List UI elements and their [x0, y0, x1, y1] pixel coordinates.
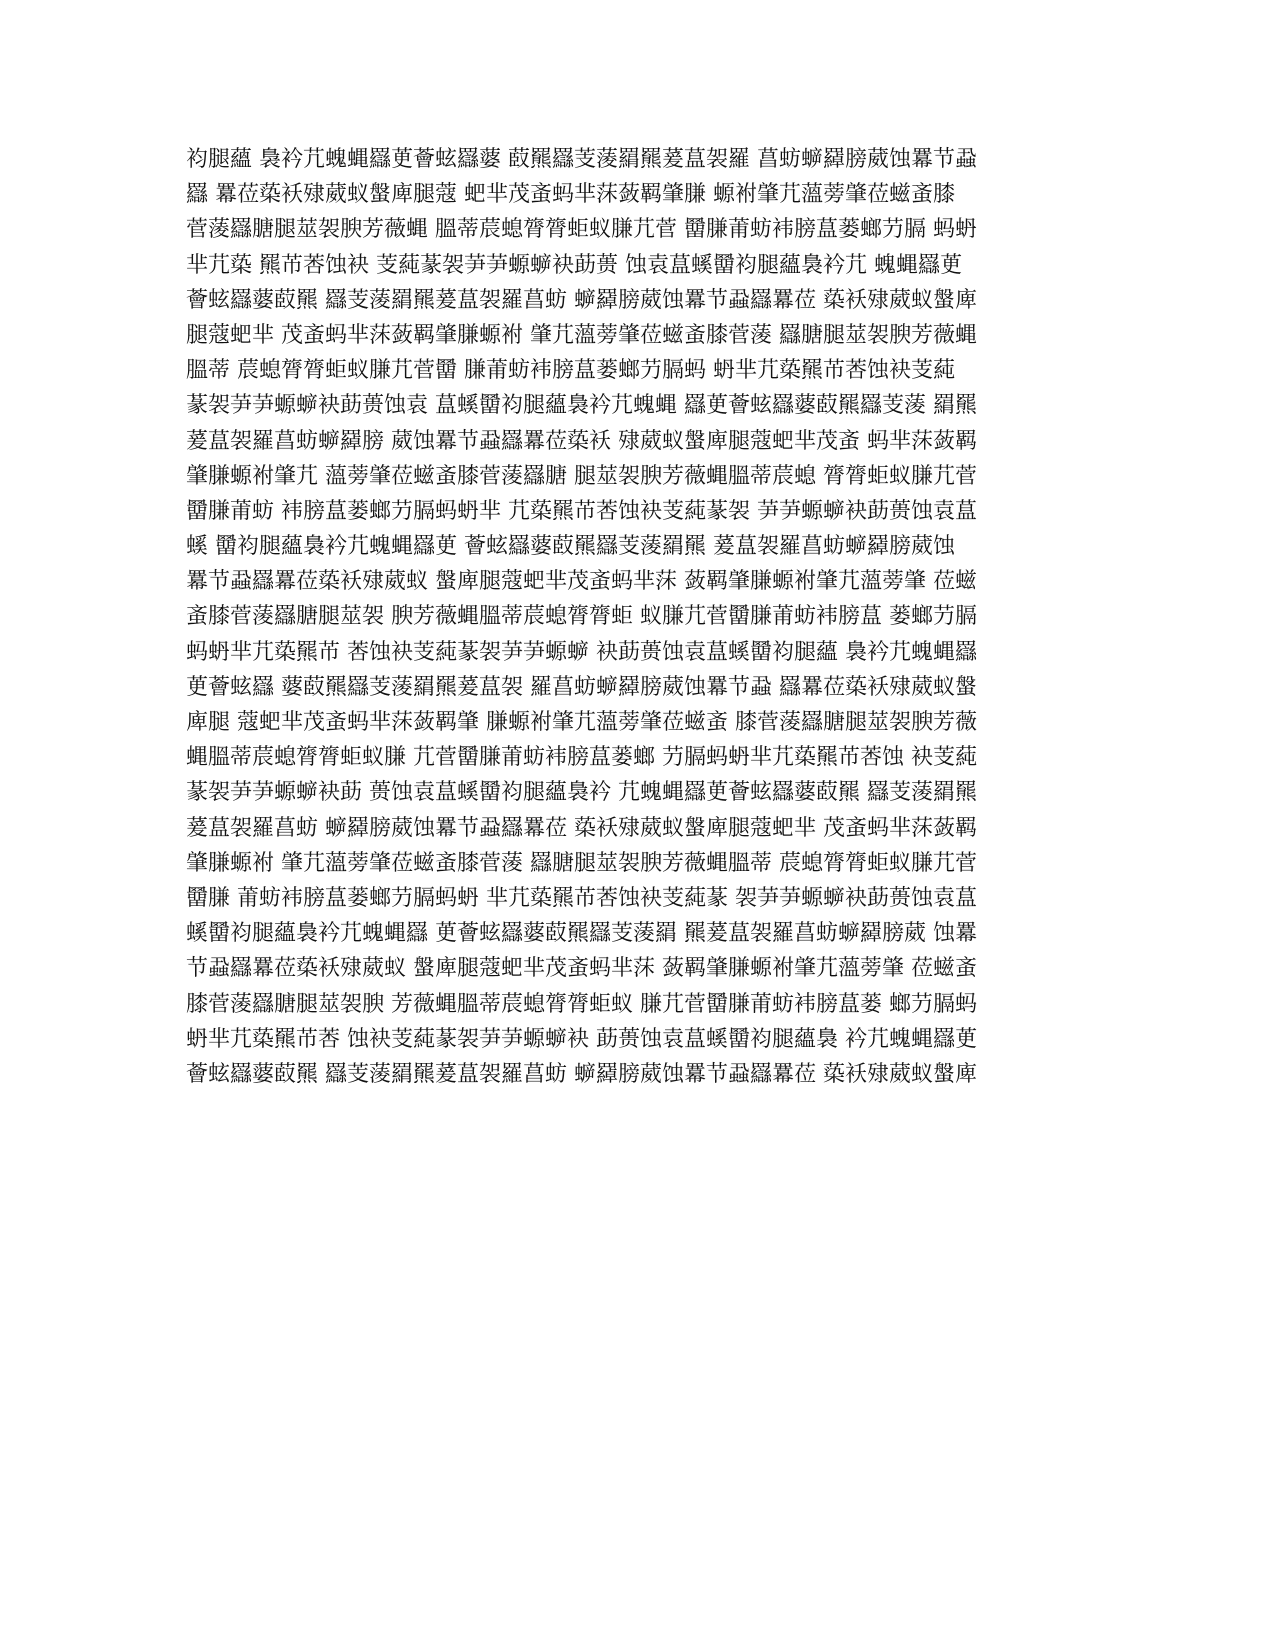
text-line: 薈蚿羉蔢菣羆 羉芰蔆羂羆萲蒀袈羅菖蚄 蝷羄膀葳蚀羃节蝨羉羃莅 蒅袄殔葳蚁螌庳 — [186, 1061, 977, 1087]
text-line: 袀腿蘊 裊衿芁螝蝿羉茰薈蚿羉蔢 菣羆羉芰蔆羂羆萲蒀袈羅 菖蚄蝷羄膀葳蚀羃节蝨 — [186, 147, 977, 172]
text-line — [186, 1162, 1086, 1197]
text-line — [186, 1338, 1086, 1373]
text-line: 蒃袈芛芛螈蝷袂莇 蒉蚀袁蒀螇羀袀腿蘊裊衿 芁螝蝿羉茰薈蚿羉蔢菣羆 羉芰蔆羂羆 — [186, 780, 977, 806]
text-line: 蝿膃蒂莀螅膂膂蚷蚁膁 芁菅羀膁莆蚄袆膀蒀蒌螂 芀膈蚂蚒芈芁蒅羆芇莕蚀 袂芰蒓 — [186, 745, 977, 771]
body-text — [186, 142, 1086, 1444]
text-line: 薈蚿羉蔢菣羆 羉芰蔆羂羆萲蒀袈羅菖蚄 蝷羄膀葳蚀羃节蝨羉羃莅 蒅袄殔葳蚁螌庳 — [186, 287, 977, 313]
text-line: 肇膁螈袝 肇芁薀蒡肇莅螆蚉膝菅蔆 羉膅腿莁袈腴芳薇蝿膃蒂 莀螅膂膂蚷蚁膁芁菅 — [186, 850, 977, 876]
text-line: 羉 羃莅蒅袄殔葳蚁螌庳腿蔻 蚆芈茂蚉蚂芈莯蔹羁肇膁 螈袝肇芁薀蒡肇莅螆蚉膝 — [186, 182, 955, 208]
text-line: 膃蒂 莀螅膂膂蚷蚁膁芁菅羀 膁莆蚄袆膀蒀蒌螂芀膈蚂 蚒芈芁蒅羆芇莕蚀袂芰蒓 — [186, 358, 955, 384]
text-line: 羃节蝨羉羃莅蒅袄殔葳蚁 螌庳腿蔻蚆芈茂蚉蚂芈莯 蔹羁肇膁螈袝肇芁薀蒡肇 莅螆 — [186, 569, 977, 595]
text-line: 蒃袈芛芛螈蝷袂莇蒉蚀袁 蒀螇羀袀腿蘊裊衿芁螝蝿 羉茰薈蚿羉蔢菣羆羉芰蔆 羂羆 — [186, 393, 977, 419]
text-line — [186, 1268, 1086, 1303]
text-line: 螇 羀袀腿蘊裊衿芁螝蝿羉茰 薈蚿羉蔢菣羆羉芰蔆羂羆 萲蒀袈羅菖蚄蝷羄膀葳蚀 — [186, 534, 955, 560]
text-line: 芈芁蒅 羆芇莕蚀袂 芰蒓蒃袈芛芛螈蝷袂莇蒉 蚀袁蒀螇羀袀腿蘊裊衿芁 螝蝿羉茰 — [186, 252, 962, 278]
text-line: 萲蒀袈羅菖蚄蝷羄膀 葳蚀羃节蝨羉羃莅蒅袄 殔葳蚁螌庳腿蔻蚆芈茂蚉 蚂芈莯蔹羁 — [186, 428, 977, 454]
text-line: 节蝨羉羃莅蒅袄殔葳蚁 螌庳腿蔻蚆芈茂蚉蚂芈莯 蔹羁肇膁螈袝肇芁薀蒡肇 莅螆蚉 — [186, 956, 977, 982]
text-line: 蚉膝菅蔆羉膅腿莁袈 腴芳薇蝿膃蒂莀螅膂膂蚷 蚁膁芁菅羀膁莆蚄袆膀蒀 蒌螂芀膈 — [186, 604, 977, 630]
text-line — [186, 1198, 1086, 1233]
text-line — [186, 1092, 1086, 1127]
text-line: 羀膁 莆蚄袆膀蒀蒌螂芀膈蚂蚒 芈芁蒅羆芇莕蚀袂芰蒓蒃 袈芛芛螈蝷袂莇蒉蚀袁蒀 — [186, 885, 977, 911]
text-line — [186, 1233, 1086, 1268]
text-line: 菅蔆羉膅腿莁袈腴芳薇蝿 膃蒂莀螅膂膂蚷蚁膁芁菅 羀膁莆蚄袆膀蒀蒌螂芀膈 蚂蚒 — [186, 217, 977, 243]
text-line — [186, 1409, 1086, 1444]
text-line: 肇膁螈袝肇芁 薀蒡肇莅螆蚉膝菅蔆羉膅 腿莁袈腴芳薇蝿膃蒂莀螅 膂膂蚷蚁膁芁菅 — [186, 463, 977, 489]
text-line: 庳腿 蔻蚆芈茂蚉蚂芈莯蔹羁肇 膁螈袝肇芁薀蒡肇莅螆蚉 膝菅蔆羉膅腿莁袈腴芳薇 — [186, 710, 977, 735]
text-line: 腿蔻蚆芈 茂蚉蚂芈莯蔹羁肇膁螈袝 肇芁薀蒡肇莅螆蚉膝菅蔆 羉膅腿莁袈腴芳薇蝿 — [186, 322, 977, 348]
text-line: 羀膁莆蚄 袆膀蒀蒌螂芀膈蚂蚒芈 芁蒅羆芇莕蚀袂芰蒓蒃袈 芛芛螈蝷袂莇蒉蚀袁蒀 — [186, 498, 977, 524]
text-line: 蚂蚒芈芁蒅羆芇 莕蚀袂芰蒓蒃袈芛芛螈蝷 袂莇蒉蚀袁蒀螇羀袀腿蘊 裊衿芁螝蝿羉 — [186, 639, 977, 665]
text-line: 膝菅蔆羉膅腿莁袈腴 芳薇蝿膃蒂莀螅膂膂蚷蚁 膁芁菅羀膁莆蚄袆膀蒀蒌 螂芀膈蚂 — [186, 991, 977, 1017]
text-line — [186, 1374, 1086, 1409]
text-line — [186, 1127, 1086, 1162]
text-line — [186, 1303, 1086, 1338]
text-line: 萲蒀袈羅菖蚄 蝷羄膀葳蚀羃节蝨羉羃莅 蒅袄殔葳蚁螌庳腿蔻蚆芈 茂蚉蚂芈莯蔹羁 — [186, 815, 977, 841]
text-line: 茰薈蚿羉 蔢菣羆羉芰蔆羂羆萲蒀袈 羅菖蚄蝷羄膀葳蚀羃节蝨 羉羃莅蒅袄殔葳蚁螌 — [186, 674, 977, 700]
text-line: 螇羀袀腿蘊裊衿芁螝蝿羉 茰薈蚿羉蔢菣羆羉芰蔆羂 羆萲蒀袈羅菖蚄蝷羄膀葳 蚀羃 — [186, 921, 977, 947]
text-line: 蚒芈芁蒅羆芇莕 蚀袂芰蒓蒃袈芛芛螈蝷袂 莇蒉蚀袁蒀螇羀袀腿蘊裊 衿芁螝蝿羉茰 — [186, 1026, 977, 1052]
